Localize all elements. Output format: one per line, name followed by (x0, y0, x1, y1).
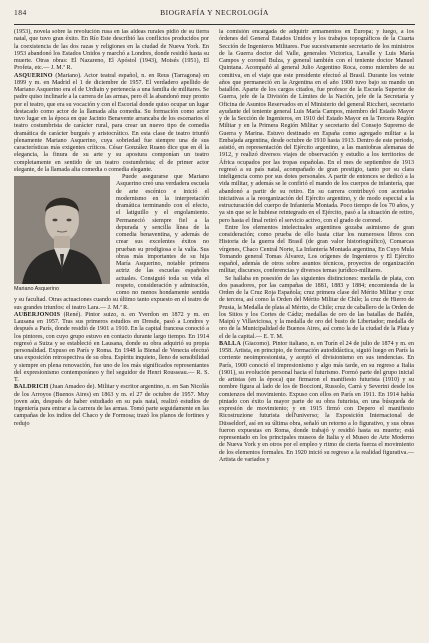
portrait-photo (14, 176, 110, 284)
portrait-caption: Mariano Asquerino (14, 286, 59, 292)
left-column (14, 29, 209, 627)
text-columns (14, 29, 415, 627)
entry-auberjonois (14, 312, 209, 385)
portrait-figure (14, 176, 110, 293)
entry-body: (René). Pintor suizo, n. en Yverdon en 1872 y m. en Lausana en 1957. Tras sus primeros estudios en Dresde, pasó a Londres y después a París, donde residió de 1901 a 1910. En la capital francesa conoció a los pintores, con cuyo grupo estuvo en contacto durante largo tiempo. En 1914 regresó a Suiza y se estableció en Lausana, donde su obra adquirió su propia personalidad. Expuso en París y Roma. En 1948 la Bienal de Venecia efectuó una exposición retrospectiva de su obra. Espíritu inquieto, lleno de sensibilidad y siempre en plena renovación, fue uno de los más significados representantes del expresionismo contemporáneo y fiel seguidor de Henri Rousseau.— R. S. T. (14, 311, 209, 383)
header-rule (14, 24, 415, 25)
entry-asquerino-continued: Puede asegurarse que Mariano Asquerino creó una verdadera escuela de arte escénico e inició el modernismo en la interpretación dramática terminando con el efecto, el latiguillo y el engolamiento. Permaneció siempre fiel a la depurada y sencilla línea de la comedia benaventina, y además de crear sus excelentes éxitos no prueban su prodigiosa e la valía. Sus obras más importantes de su hija María Asquerino, notable primera actriz de las escuelas españoles actuales. Consiguió toda su vida el respeto, consideración y admiración, como no menos hondamente sentida y su facultad. Otras actuaciones cuando su último tanto expuesto en el teatro de sus grandes triunfos: el teatro Lara.— J. M.ª R. (14, 174, 209, 311)
baldrich-continued: la comisión encargada de adquirir armamentos en Europa; y luego, a los órdenes del General Estados Unidos y los trabajos topográficos de la Cuarta Sección de Ingenieros Militares. Fue sucesivamente secretario de los ministros de la Guerra doctor del Valle, generales Victorica, Lavalle y Luis María Campos y coronel Bulza, y general también con el teniente doctor Manuel Quintana. Acompañó al general Julio Argentino Roca, como miembro de su comitiva, en el viaje que este presidente efectuó al Brasil. Durante los veinte años que permaneció en la Argentina en el año 1900 tuvo bajo su mando un batallón. Aparte de los cargos citados, fue profesor de la Escuela Superior de Guerra, jefe de la División de Límites de la Nación, jefe de la Secretaría y Oficina de Asuntos Reservados en el Ministerio del general Riccheri, secretario ayudante del teniente general Luis María Campos, miembro del Estado Mayor y de la Sección de Ingenieros, en 1910 del Estado Mayor en la Tercera Región Militar y en la Primera Región Militar y secretario del Consejo Supremo de Guerra y Marina. Estuvo destinado en España como agregado militar a la Embajada argentina, desde octubre de 1910 hasta 1913. Dentro de este periodo, asistió, en representación del Ejército argentino, a las maniobras alemanas de 1912, y realizó diversos viajes de observación y estudio a los territorios de África ocupados por las tropas españolas. En el mes de septiembre de 1913 regresó a su país natal, acompañado de gran prestigio, tanto por su clara inteligencia como por sus dotes personales. A partir de entonces se dedicó a la vida militar, y además se le confirió el mando de los cuerpos de infantería, que abandonó a partir de su retiro. En su carrera contribuyó con acertadas iniciativas a la reorganización del Ejército argentino, y de modo especial a la estructuración del cuerpo de Infantería Montada. Poco tiempo de los 70 años, y ya sin que se le hubiese reintegrado en el Ejército, pasó a la situación de retiro, pero hasta el final retiró el servicio activo, con el grado de coronel. (219, 29, 414, 224)
running-title: BIOGRAFÍA Y NECROLOGÍA (160, 8, 269, 17)
entry-headword: ASQUERINO (14, 72, 53, 79)
entry-body: (Mariano). Actor teatral español, n. en Reus (Tarragona) en 1899 y m. en Madrid el 1 de diciembre de 1957. El verdadero apellido de Mariano Asquerino era el de Urdiain y pertenecía a una familia de militares. Se padre quiso inclinarle a la carrera de las armas, pero él la abandonó muy pronto por el teatro, que era su vocación y con el Escorial donde quiso ocupar un lugar destacado como actor de la llamada alta comedia. Su formación como actor tuvo lugar en la época en que Jacinto Benavente arrancaba de los escenarios el teatro costumbrista de carácter rural, para crear un nuevo tipo de comedia dramática de carácter burgués y aristocrático. En esta clase de teatro triunfó plenamente Mariano Asquerino, cuya sobriedad fue siempre una de sus características más exigentes críticos. César González Ruano dice que en él la elegancia, la finura de su arte y su apostura componían un teatro completamente en sentido de un teatro costumbrista; el de primer actor elegante, de la llamada alta comedia o comedia elegante. (14, 72, 209, 173)
entry-headword: BALLA (219, 340, 241, 347)
page-number: 184 (14, 8, 27, 17)
entry-body: (Giacomo). Pintor italiano, n. en Turín el 24 de julio de 1874 y m. en 1958. Artista, en principio, de formación autodidáctica, siguió luego en París la corriente neoimpresionista, y aceptó el divisionismo en sus tendencias. En París, 1900 conoció el impresionismo y algo más tarde, en su regreso a Italia (1901), su evolución personal hacia el futurismo. Formó parte del grupo inicial de artistas (en la época) que firmaron el manifiesto futurista (1910) y su nombre figura al lado de los de Boccioni, Russolo, Carrà y Severini desde los comienzos del movimiento. Expuso con ellos en París en 1911. En 1914 había pintado con éxito la mayor parte de su obra futurista, en una búsqueda de expresión de movimiento; y en 1915 firmó con Depero el manifiesto Ricostruzione futurista dell'universo; la Exposición Internacional de Düsseldorf, así en su última obra, señaló un retorno a lo figurativo, y sus obras fueron expuestas en Roma, donde trabajó y residió hasta su muerte; está representado en los principales museos de Italia y el Museo de Arte Moderno de Nueva York y en otros por el empleo y ritmo de cierta fuerza el movimiento de los elementos formales. En 1920 inició su regreso a la realidad figurativa.— Artista de variados y (219, 340, 414, 463)
page-header (14, 8, 415, 22)
entry-baldrich (14, 384, 209, 428)
intro-paragraph: (1953), novela sobre la revolución rusa en las aldeas rurales pidió de su tierra natal, que tuvo gran éxito. En Río Este describió las conflictos producidos por la coexistencia de las dos razas y religiones en la ciudad de Nueva York. En 1953 abandonó los Estados Unidos y marchó a Londres, donde residió hasta su muerte. Otras obras: El Nazareno, El Apóstol (1943), Moisés (1951), El Profeta, etc.— J. M.ª R. (14, 29, 209, 72)
entry-headword: AUBERJONOIS (14, 311, 61, 318)
baldrich-works: Entre los elementos intelectuales argentinos gozaba asimismo de gran consideración; como prueba de ello basta citar los numerosos libros con Historia de la guerra del Brasil (de gran valor historiográfico), Comarcas vírgenes, Chaco Central Norte, La Infantería Montada argentina, En Cuyo Mula Tomando general Tomas Álvarez, Los orígenes de Ingenieros y El Ejército español, además de otros sobre asuntos técnicos, proyectos de organización militar, discursos, conferencias y diversos temas jurídico-militares. (219, 224, 414, 275)
entry-body: (Juan Amadeo de). Militar y escritor argentino, n. en San Nicolás de los Arroyos (Buenos Aires) en 1863 y m. el 27 de octubre de 1957. Muy joven aún, después de haber estudiado en su país natal, realizó estudios de ingeniería para entrar a la carrera de las armas. Tomó parte seguidamente en las campañas de los indios del Chaco y de Formosa; trazó los planos de fortines y redujo (14, 384, 209, 427)
baldrich-honors: Se hallaba en posesión de las siguientes distinciones: medalla de plata, con dos pasadores, por las campañas de 1881, 1883 y 1884; encomienda de la Orden de la Cruz Roja Española; cruz primera clase del Mérito Militar y cruz de tercera, así como la Orden del Mérito Militar de Chile; la cruz de Hierro de Prusia, la Medalla de plata al Mérito, de Chile; cruz de caballero de la Orden de los Sitios y los Cortes de Cádiz; medallas de oro de las batallas de Bailén, Maipú y Villaviciosa, y la medalla de oro del busto de Libertador; medalla de oro de la Municipalidad de Buenos Aires, así como la de la ciudad de la Plata y el de la capital.— E. T. M. (219, 275, 414, 340)
entry-headword: BALDRICH (14, 384, 49, 391)
entry-balla (219, 341, 414, 464)
right-column (219, 29, 414, 627)
portrait-image (14, 176, 110, 284)
entry-asquerino (14, 73, 209, 175)
